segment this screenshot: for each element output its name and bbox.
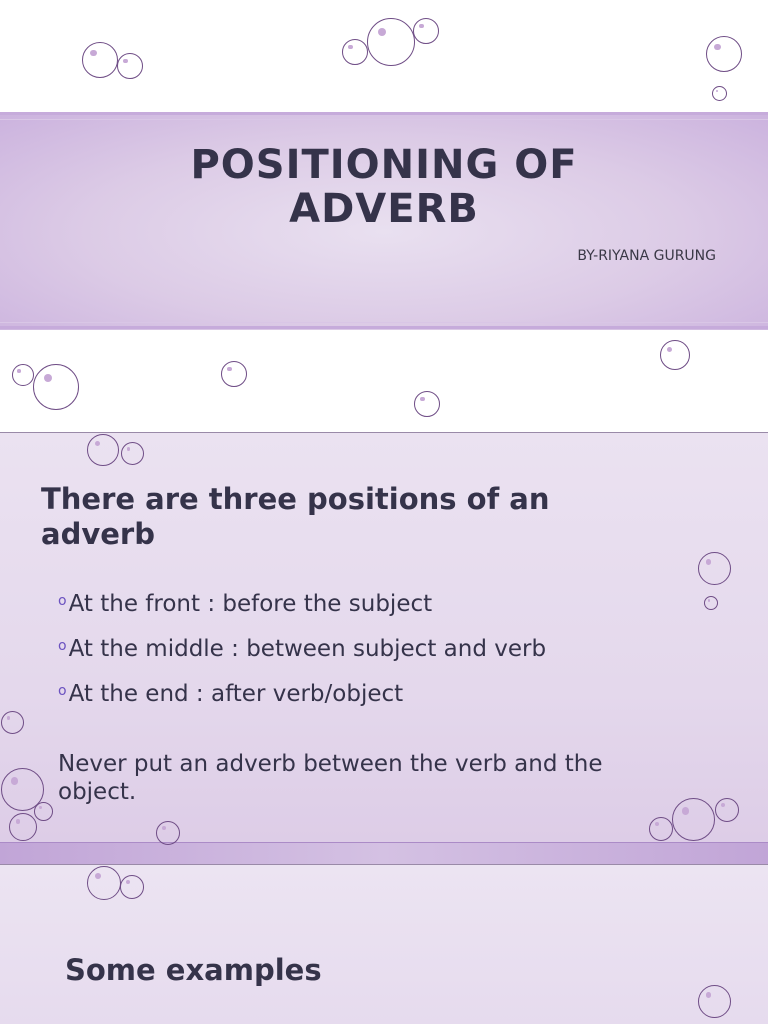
bubble-icon [87,434,119,466]
bubble-icon [9,813,37,841]
bubble-icon [414,391,440,417]
bubble-icon [221,361,247,387]
banner-bottom-line [0,326,768,329]
slide-heading: Some examples [65,953,322,987]
slide-title [0,143,768,231]
bubble-icon [12,364,34,386]
positions-slide [0,432,768,864]
bottom-band-line [0,842,768,843]
bubble-icon [367,18,415,66]
bullet-icon: o [58,593,67,609]
bubble-icon [649,817,673,841]
bullet-icon: o [58,638,67,654]
list-item [58,670,546,715]
bubble-icon [1,711,24,734]
bubble-icon [82,42,118,78]
examples-slide [0,864,768,1024]
bubble-icon [715,798,739,822]
bottom-band [0,842,768,864]
slide-divider [0,432,768,433]
title-slide [0,0,768,432]
bubble-icon [672,798,715,841]
title-line-2: ADVERB [289,186,479,232]
slide-divider [0,864,768,865]
bubble-icon [120,875,144,899]
bullet-text: At the end : after verb/object [68,681,404,707]
bubble-icon [698,985,731,1018]
title-line-1: POSITIONING OF [190,142,578,188]
bubble-icon [87,866,121,900]
bubble-icon [704,596,718,610]
bullet-icon: o [58,683,67,699]
bubble-icon [342,39,368,65]
bullet-text: At the middle : between subject and verb [68,636,547,662]
banner-top-line [0,112,768,115]
bubble-icon [413,18,439,44]
rule-note: Never put an adverb between the verb and the object. [58,751,603,805]
bubble-icon [698,552,731,585]
author-subtitle: BY-RIYANA GURUNG [577,248,716,264]
bullet-text: At the front : before the subject [68,591,433,617]
bullet-list [58,580,546,715]
list-item [58,580,546,625]
banner-bottom-thin-line [0,322,768,323]
slide-heading: There are three positions of an adverb [41,482,550,551]
bubble-icon [121,442,144,465]
bubble-icon [660,340,690,370]
bubble-icon [33,364,79,410]
bubble-icon [34,802,53,821]
bubble-icon [156,821,180,845]
bubble-icon [706,36,742,72]
banner-top-thin-line [0,119,768,120]
bubble-icon [117,53,143,79]
list-item [58,625,546,670]
bubble-icon [712,86,727,101]
